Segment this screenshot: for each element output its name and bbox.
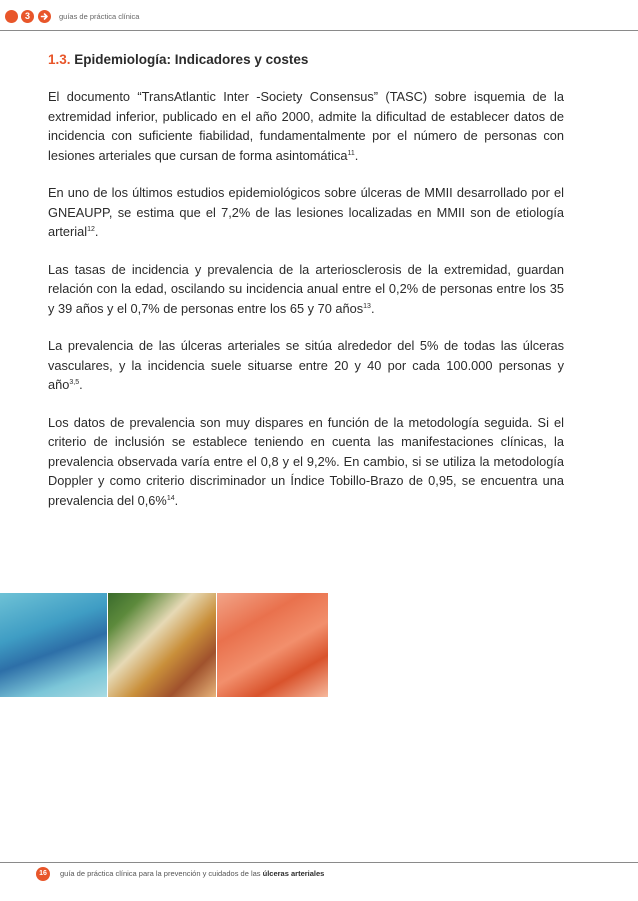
footer-text-bold: úlceras arteriales [262, 869, 325, 878]
header-title: guías de práctica clínica [59, 12, 140, 21]
photo-surgical-instruments [108, 593, 216, 697]
paragraph [48, 413, 564, 511]
photo-blue-drapes [0, 593, 107, 697]
footer-text [60, 869, 324, 878]
paragraph-text: La prevalencia de las úlceras arteriales se sitúa alrededor del 5% de todas las úlceras vasculares, y la incidencia suele situarse entre 20 y 40 por cada 100.000 personas y año [48, 338, 564, 392]
page-number-badge: 16 [36, 867, 50, 881]
paragraph-end: . [370, 300, 375, 316]
paragraph [48, 87, 564, 165]
main-content [48, 52, 564, 528]
header-divider [0, 30, 638, 31]
reference-superscript: 11 [347, 149, 355, 157]
paragraph [48, 260, 564, 319]
footer-text-prefix: guía de práctica clínica para la prevención y cuidados de las [60, 869, 263, 878]
paragraph-text: En uno de los últimos estudios epidemiológicos sobre úlceras de MMII desarrollado por el GNEAUPP, se estima que el 7,2% de las lesiones localizadas en MMII son de etiología arterial [48, 185, 564, 239]
paragraph [48, 336, 564, 395]
paragraph-end: . [174, 492, 179, 508]
paragraph-end: . [94, 224, 99, 239]
paragraph-text: Los datos de prevalencia son muy dispares en función de la metodología seguida. Si el criterio de inclusión se establece teniendo en cuenta las manifestaciones clínicas, la prevalencia observada varía entre el 0,8 y el 9,2%. En cambio, si se utiliza la metodología Doppler y como criterio discriminador un Índice Tobillo-Brazo de 0,95, se encuentra una prevalencia del 0,6% [48, 414, 564, 508]
reference-superscript: 3,5 [69, 379, 80, 386]
paragraph-end: . [354, 147, 359, 163]
page-header [0, 0, 638, 30]
reference-superscript: 14 [166, 494, 175, 502]
section-number: 1.3. [48, 52, 71, 67]
photo-surgical-clamps-tinted [217, 593, 328, 697]
reference-superscript: 12 [87, 226, 95, 233]
paragraph [48, 183, 564, 242]
photo-strip [0, 593, 328, 697]
reference-superscript: 13 [363, 302, 371, 310]
paragraph-end: . [79, 377, 83, 392]
chapter-number-badge: 3 [21, 10, 34, 23]
section-heading [48, 52, 564, 67]
section-title: Epidemiología: Indicadores y costes [74, 52, 309, 67]
chapter-marker-dot [5, 10, 18, 23]
paragraph-text: El documento “TransAtlantic Inter -Society Consensus” (TASC) sobre isquemia de la extremidad inferior, publicado en el año 2000, admite la dificultad de establecer datos de incidencia con suficiente fiabilidad, fundamentalmente por el número de personas con lesiones arteriales que cursan de forma asintomática [48, 89, 564, 163]
footer-divider [0, 862, 638, 863]
paragraph-text: Las tasas de incidencia y prevalencia de la arteriosclerosis de la extremidad, guardan relación con la edad, oscilando su incidencia anual entre el 0,2% de personas entre los 35 y 39 años y el 0,7% de personas entre los 65 y 70 años [48, 261, 564, 316]
arrow-right-icon [38, 10, 51, 23]
